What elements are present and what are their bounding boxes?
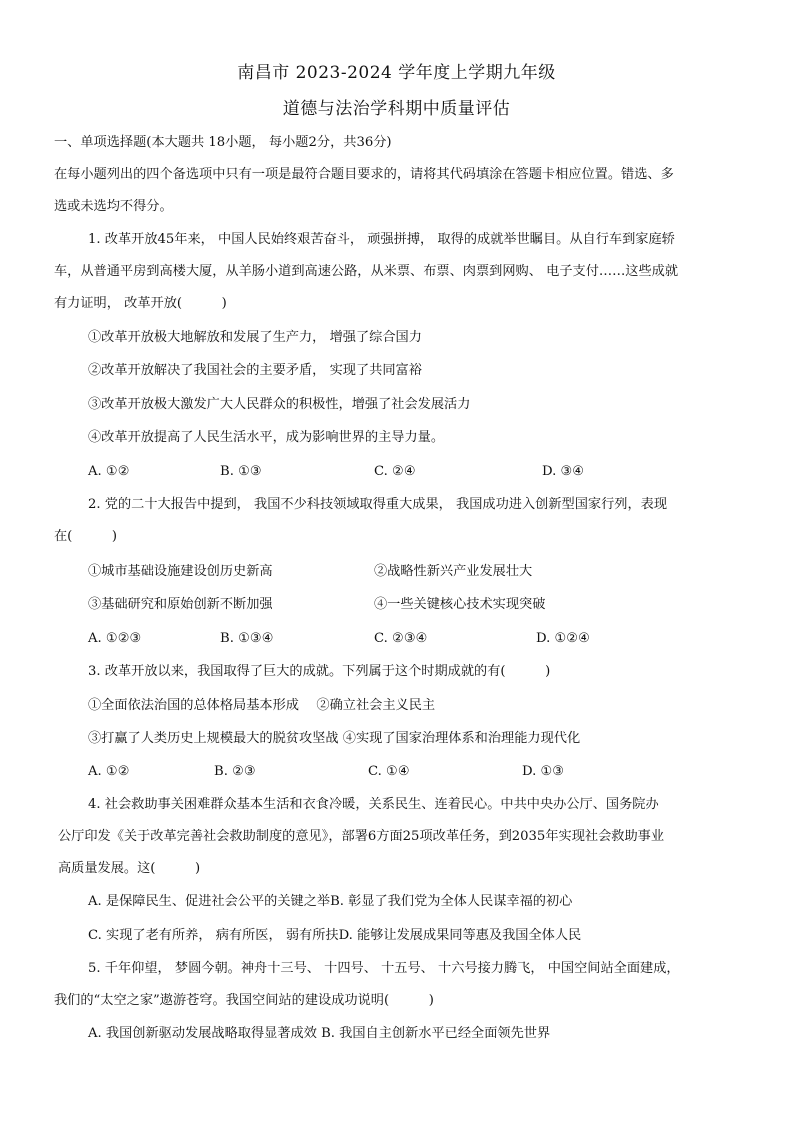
q3-option-b[interactable]: B. ②③ bbox=[214, 764, 256, 779]
q4-options-line-1[interactable]: A. 是保障民生、促进社会公平的关键之举B. 彰显了我们党为全体人民谋幸福的初心 bbox=[88, 894, 573, 909]
q1-stem-line-2: 车，从普通平房到高楼大厦，从羊肠小道到高速公路，从米票、布票、肉票到网购、 电子支付……这些成就 bbox=[54, 264, 679, 279]
q2-stem-line-2: 在( ) bbox=[54, 529, 118, 544]
q5-options-line-1[interactable]: A. 我国创新驱动发展战略取得显著成效 B. 我国自主创新水平已经全面领先世界 bbox=[88, 1026, 551, 1041]
instructions-line-1: 在每小题列出的四个备选项中只有一项是最符合题目要求的，请将其代码填涂在答题卡相应位置。错选、多 bbox=[54, 167, 674, 182]
q3-statement-line-1: ①全面依法治国的总体格局基本形成 ②确立社会主义民主 bbox=[88, 698, 436, 713]
q3-option-c[interactable]: C. ①④ bbox=[368, 764, 410, 779]
q1-option-c[interactable]: C. ②④ bbox=[374, 464, 416, 479]
section-heading: 一、单项选择题(本大题共 18小题， 每小题2分，共36分) bbox=[54, 135, 392, 150]
q1-statement-2: ②改革开放解决了我国社会的主要矛盾， 实现了共同富裕 bbox=[88, 363, 422, 378]
q1-option-b[interactable]: B. ①③ bbox=[220, 464, 262, 479]
q1-statement-4: ④改革开放提高了人民生活水平，成为影响世界的主导力量。 bbox=[88, 430, 445, 445]
q2-statement-3: ③基础研究和原始创新不断加强 bbox=[88, 597, 273, 612]
q4-stem-line-2: 公厅印发《关于改革完善社会救助制度的意见》，部署6方面25项改革任务，到2035年实现社会救助事业 bbox=[58, 829, 665, 844]
q1-option-a[interactable]: A. ①② bbox=[88, 464, 130, 479]
q3-statement-line-2: ③打赢了人类历史上规模最大的脱贫攻坚战 ④实现了国家治理体系和治理能力现代化 bbox=[88, 731, 581, 746]
q2-option-a[interactable]: A. ①②③ bbox=[88, 631, 142, 646]
q5-stem-line-2: 我们的“太空之家”遨游苍穹。我国空间站的建设成功说明( ) bbox=[54, 993, 434, 1008]
q2-option-b[interactable]: B. ①③④ bbox=[220, 631, 274, 646]
instructions-line-2: 选或未选均不得分。 bbox=[54, 199, 173, 214]
q1-option-d[interactable]: D. ③④ bbox=[542, 464, 585, 479]
q2-statement-1: ①城市基础设施建设创历史新高 bbox=[88, 564, 273, 579]
q2-option-d[interactable]: D. ①②④ bbox=[536, 631, 590, 646]
q1-stem-line-1: 1. 改革开放45年来， 中国人民始终艰苦奋斗， 顽强拼搏， 取得的成就举世瞩目。从自行车到家庭轿 bbox=[88, 232, 675, 247]
q4-stem-line-3: 高质量发展。这( ) bbox=[58, 861, 201, 876]
q4-stem-line-1: 4. 社会救助事关困难群众基本生活和衣食冷暖，关系民生、连着民心。中共中央办公厅、国务院办 bbox=[88, 797, 659, 812]
q1-statement-3: ③改革开放极大激发广大人民群众的积极性，增强了社会发展活力 bbox=[88, 397, 471, 412]
q1-statement-1: ①改革开放极大地解放和发展了生产力， 增强了综合国力 bbox=[88, 330, 422, 345]
exam-subtitle: 道德与法治学科期中质量评估 bbox=[282, 99, 511, 119]
q3-option-d[interactable]: D. ①③ bbox=[522, 764, 565, 779]
q3-stem-line-1: 3. 改革开放以来，我国取得了巨大的成就。下列属于这个时期成就的有( ) bbox=[88, 664, 551, 679]
q2-statement-4: ④一些关键核心技术实现突破 bbox=[374, 597, 546, 612]
q2-statement-2: ②战略性新兴产业发展壮大 bbox=[374, 564, 533, 579]
q2-option-c[interactable]: C. ②③④ bbox=[374, 631, 428, 646]
q5-stem-line-1: 5. 千年仰望， 梦圆今朝。神舟十三号、 十四号、 十五号、 十六号接力腾飞， 中国空间站全面建成， bbox=[88, 961, 680, 976]
q4-options-line-2[interactable]: C. 实现了老有所养， 病有所医， 弱有所扶D. 能够让发展成果同等惠及我国全体人民 bbox=[88, 928, 582, 943]
q3-option-a[interactable]: A. ①② bbox=[88, 764, 130, 779]
exam-title: 南昌市 2023-2024 学年度上学期九年级 bbox=[237, 63, 556, 83]
q2-stem-line-1: 2. 党的二十大报告中提到， 我国不少科技领域取得重大成果， 我国成功进入创新型国家行列，表现 bbox=[88, 497, 668, 512]
q1-stem-line-3: 有力证明， 改革开放( ) bbox=[54, 296, 227, 311]
